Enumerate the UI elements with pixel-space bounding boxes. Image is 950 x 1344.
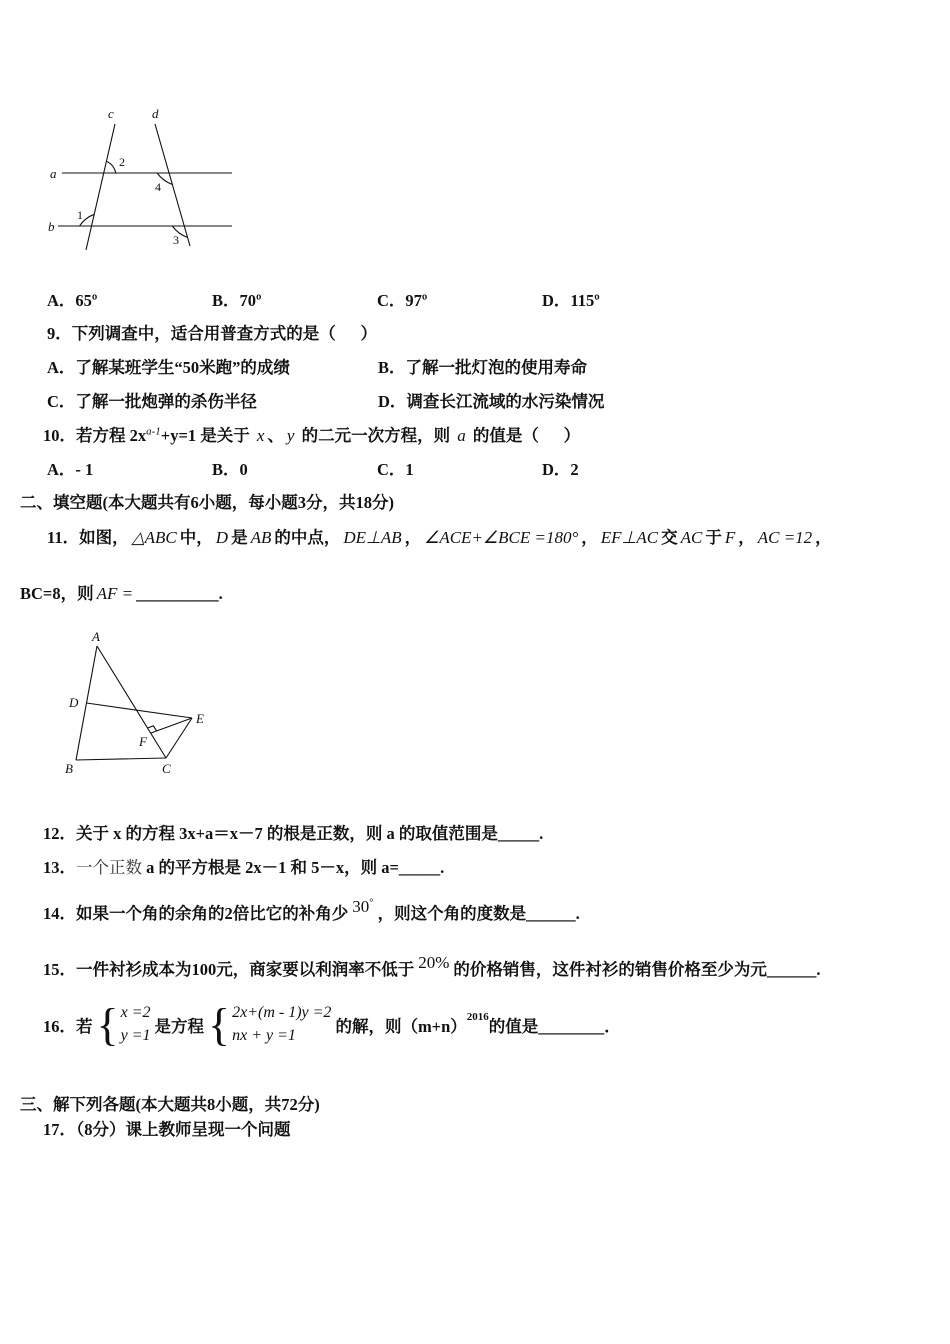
- q13-number: 13．: [43, 858, 76, 877]
- q15-seg: 15．一件衬衫成本为100元，商家要以利润率不低于: [43, 960, 415, 979]
- q10-option-a: A．- 1: [47, 460, 94, 479]
- line-label-d: d: [152, 106, 159, 121]
- q9-stem: [47, 320, 377, 344]
- q11-math: F: [724, 528, 736, 547]
- figure-parallel-lines: [46, 104, 246, 256]
- degree-symbol: °: [369, 896, 374, 909]
- q11-seg: ，: [815, 528, 832, 547]
- q11-seg: ，: [404, 528, 422, 547]
- angle-label-3: 3: [173, 233, 179, 247]
- q16-system1-lines: [121, 1004, 151, 1045]
- q11-seg: 中，: [179, 528, 213, 547]
- q16-sys2-line2: nx + y =1: [232, 1027, 296, 1045]
- line-label-b: b: [48, 219, 55, 234]
- q13-seg: a 的平方根是 2x－1 和 5－x，则 a=_____.: [146, 858, 445, 877]
- q9-stem-text: 9．下列调查中，适合用普查方式的是（ ）: [47, 324, 377, 343]
- vertex-label-D: D: [69, 695, 79, 710]
- q9-option-a: A．了解某班学生“50米跑”的成绩: [47, 358, 290, 377]
- left-brace: {: [96, 999, 119, 1050]
- q16-sys1-line1: x =2: [120, 1004, 151, 1022]
- q11-math: EF⊥AC: [600, 528, 659, 547]
- q10-var-a: a: [457, 426, 466, 445]
- q11-seg: BC=8，则: [20, 584, 94, 603]
- q16-seg: 的值是________．: [488, 1016, 621, 1036]
- q11-seg: 于: [705, 528, 722, 547]
- vertex-label-B: B: [65, 761, 73, 776]
- q16-system2-lines: [232, 1004, 331, 1045]
- vertex-label-C: C: [162, 761, 171, 776]
- q11-seg: 11．如图，: [47, 528, 129, 547]
- figure-triangle: [62, 628, 222, 783]
- q14-angle-number: 30: [352, 897, 370, 916]
- left-brace: {: [208, 999, 231, 1050]
- q15-seg: 的价格销售，这件衬衫的销售价格至少为元______.: [453, 960, 821, 979]
- q12-stem: [43, 820, 543, 844]
- segment-BC: [76, 758, 166, 760]
- q16-solution-system: [96, 999, 151, 1050]
- q10-stem: [43, 422, 580, 446]
- segment-AC: [97, 646, 166, 758]
- q16-seg: 16．若: [43, 1016, 93, 1036]
- q11-seg: 是: [231, 528, 248, 547]
- q11-math: AF =: [96, 584, 134, 603]
- q11-seg: 的中点，: [274, 528, 341, 547]
- q9-options-row-2: [47, 388, 604, 412]
- q16-sys1-line2: y =1: [120, 1027, 151, 1045]
- q10-options-row: [47, 456, 579, 480]
- q11-math: △ABC: [131, 528, 177, 547]
- q9-options-row-1: [47, 354, 587, 378]
- vertex-label-E: E: [196, 711, 204, 726]
- segment-FE: [151, 718, 192, 733]
- q10-option-b: B．0: [212, 460, 248, 479]
- q15-stem: [43, 953, 821, 980]
- q16-seg: 是方程: [154, 1016, 204, 1036]
- q11-seg: ，: [738, 528, 755, 547]
- q14-seg: 14．如果一个角的余角的2倍比它的补角少: [43, 904, 349, 923]
- q14-angle-value: [352, 897, 373, 916]
- q13-seg: 一个正数: [76, 858, 147, 877]
- section2-header: [20, 489, 394, 513]
- q11-math: ∠ACE+∠BCE =180°: [424, 528, 579, 547]
- angle-label-2: 2: [119, 155, 125, 169]
- q10-seg: 、: [267, 426, 284, 445]
- q11-math: AB: [250, 528, 272, 547]
- q11-line2: [20, 580, 223, 604]
- q14-seg: ，则这个角的度数是______.: [377, 904, 580, 923]
- q17-stem: [43, 1116, 291, 1140]
- line-c: [86, 124, 115, 250]
- q8-option-b: B．70º: [212, 291, 262, 310]
- segment-DE: [87, 703, 193, 718]
- section3-header: [20, 1091, 320, 1115]
- section3-title: 三、解下列各题(本大题共8小题，共72分): [20, 1095, 320, 1114]
- q11-line1: [47, 524, 917, 548]
- q8-option-d: D．115º: [542, 291, 600, 310]
- q10-option-c: C．1: [377, 460, 414, 479]
- segment-CE: [166, 718, 192, 758]
- q11-seg: 交: [661, 528, 678, 547]
- q8-options-row: [47, 287, 600, 311]
- angle-label-4: 4: [155, 180, 161, 194]
- q10-seg: 的值是（ ）: [468, 426, 581, 445]
- q10-seg: 的二元一次方程，则: [297, 426, 455, 445]
- vertex-label-F: F: [139, 734, 147, 749]
- line-label-a: a: [50, 166, 57, 181]
- q10-seg: +y=1 是关于: [160, 426, 254, 445]
- q14-stem: [43, 896, 580, 924]
- q10-seg: 10．若方程 2x: [43, 426, 147, 445]
- q9-option-d: D．调查长江流域的水污染情况: [378, 392, 605, 411]
- q16-stem: [43, 999, 621, 1050]
- angle-arc-2: [106, 161, 115, 173]
- q10-exponent: a-1: [146, 425, 161, 438]
- q16-equation-system: [208, 999, 332, 1050]
- q16-exponent: 2016: [466, 1010, 489, 1023]
- q8-option-c: C．97º: [377, 291, 428, 310]
- q9-option-b: B．了解一批灯泡的使用寿命: [378, 358, 588, 377]
- q10-var-y: y: [286, 426, 295, 445]
- q11-seg: ，: [581, 528, 598, 547]
- section2-title: 二、填空题(本大题共有6小题，每小题3分，共18分): [20, 493, 394, 512]
- q15-percent-value: 20%: [418, 953, 450, 972]
- angle-label-1: 1: [77, 208, 83, 222]
- q16-sys2-line1: 2x+(m - 1)y =2: [232, 1004, 332, 1022]
- line-label-c: c: [108, 106, 114, 121]
- vertex-label-A: A: [92, 629, 100, 644]
- q11-math: DE⊥AB: [343, 528, 402, 547]
- q11-math: AC: [680, 528, 703, 547]
- q16-seg: 的解，则（m+n）: [335, 1016, 467, 1036]
- q11-blank: __________.: [136, 584, 223, 603]
- q10-var-x: x: [256, 426, 265, 445]
- q8-option-a: A．65º: [47, 291, 98, 310]
- q13-stem: [43, 854, 444, 878]
- q17-text: 17．（8分）课上教师呈现一个问题: [43, 1120, 291, 1139]
- q9-option-c: C．了解一批炮弹的杀伤半径: [47, 392, 257, 411]
- q11-math: D: [215, 528, 229, 547]
- q12-text: 12．关于 x 的方程 3x+a＝x－7 的根是正数，则 a 的取值范围是_____.: [43, 824, 544, 843]
- q11-math: AC =12: [757, 528, 813, 547]
- q10-option-d: D．2: [542, 460, 579, 479]
